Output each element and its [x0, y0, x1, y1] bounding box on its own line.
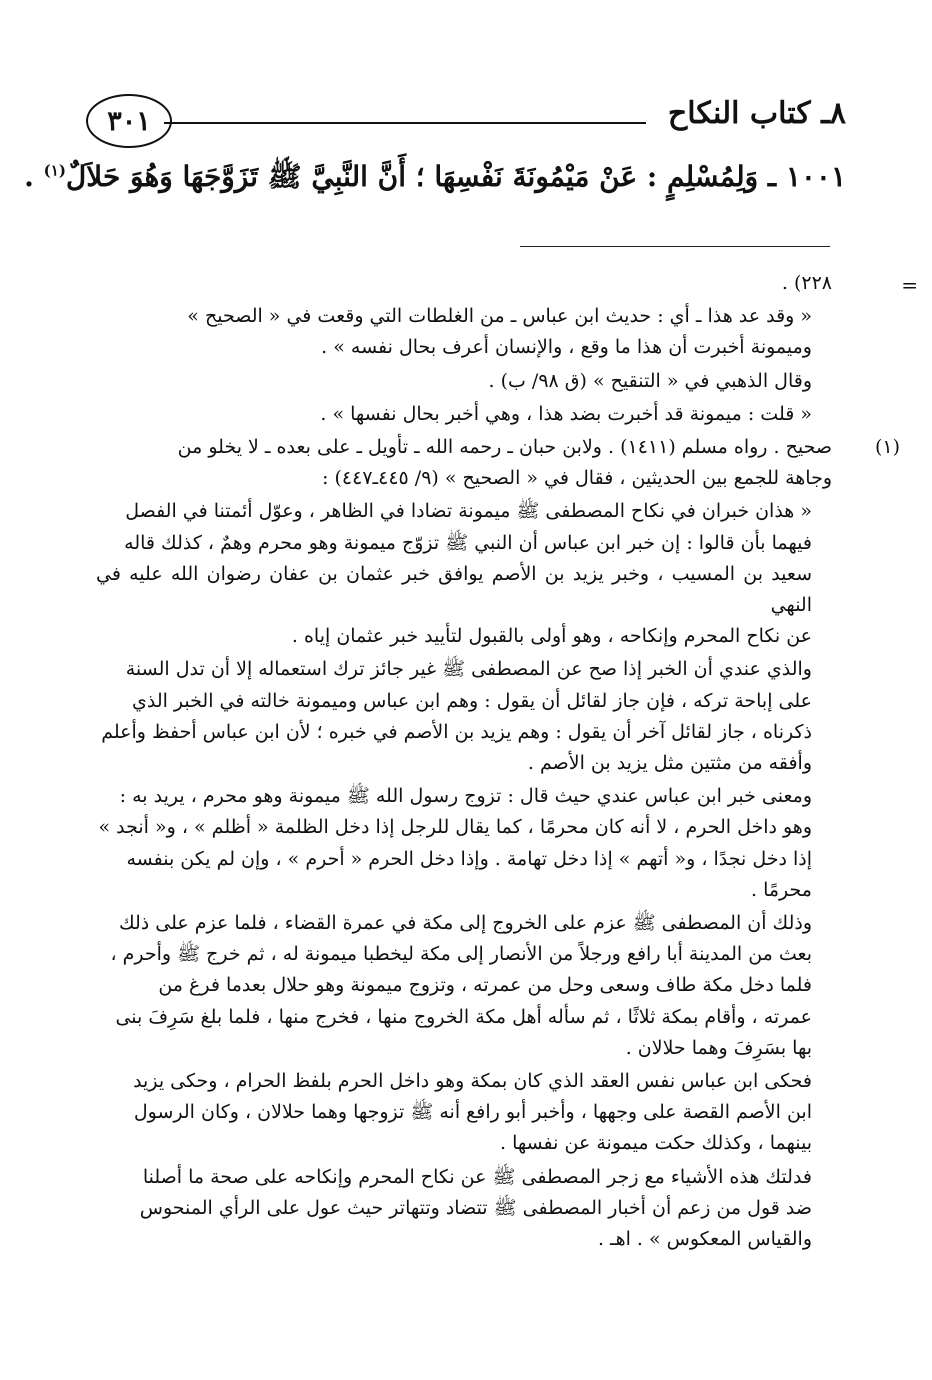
- footnote-line: إذا دخل نجدًا ، و« أتهم » إذا دخل تهامة . وإذا دخل الحرم « أحرم » ، وإن لم يكن بنفسه: [126, 847, 812, 870]
- footnote-line: محرمًا .: [751, 878, 812, 901]
- footnote-paragraph: [96, 366, 832, 397]
- footnote-line: وقال الذهبي في « التنقيح » (ق ٩٨/ ب) .: [488, 369, 812, 392]
- footnote-paragraph: [96, 781, 832, 906]
- footnote-paragraph: [96, 432, 900, 494]
- footnote-line: فيهما بأن قالوا : إن خبر ابن عباس أن النبي ﷺ تزوّج ميمونة وهو محرم وهمٌ ، كذلك قاله: [124, 531, 812, 554]
- footnote-line: بها بسَرِفَ وهما حلالان .: [625, 1036, 812, 1059]
- hadith-body: ١٠٠١ ـ وَلِمُسْلِمٍ : عَنْ مَيْمُونَةَ نَفْسِهَا ؛ أَنَّ النَّبِيَّ ﷺ تَزَوَّجَهَا وَهُوَ حَلاَلٌ: [65, 160, 846, 193]
- footnote-line: وجاهة للجمع بين الحديثين ، فقال في « الصحيح » (٩/ ٤٤٥ـ٤٤٧) :: [322, 467, 832, 490]
- footnote-line: ومعنى خبر ابن عباس عندي حيث قال : تزوج رسول الله ﷺ ميمونة وهو محرم ، يريد به :: [119, 785, 812, 808]
- footnote-line: عن نكاح المحرم وإنكاحه ، وهو أولى بالقبول لتأييد خبر عثمان إياه .: [291, 625, 812, 648]
- footnote-number: (١): [874, 436, 900, 459]
- footnote-line: وأفقه من مثتين مثل يزيد بن الأصم .: [527, 752, 812, 775]
- continuation-marker: =: [901, 273, 918, 297]
- hadith-end: .: [24, 160, 44, 193]
- footnote-line: « هذان خبران في نكاح المصطفى ﷺ ميمونة تضادا في الظاهر ، وعوّل أئمتنا في الفصل: [125, 500, 812, 523]
- footnote-line: سعيد بن المسيب ، وخبر يزيد بن الأصم يوافق خبر عثمان بن عفان رضوان الله عليه في النهي: [96, 562, 812, 617]
- footnote-line: بينهما ، وكذلك حكت ميمونة عن نفسها .: [499, 1132, 812, 1155]
- footnote-separator: [520, 246, 830, 247]
- footnote-paragraph: [96, 496, 832, 652]
- footnote-line: بعث من المدينة أبا رافع ورجلاً من الأنصار إلى مكة ليخطبا ميمونة له ، ثم خرج ﷺ وأحرم ،: [110, 943, 812, 966]
- footnote-paragraph: [96, 1162, 832, 1256]
- footnote-reference: (١): [43, 161, 66, 180]
- footnote-line: ٢٢٨) .: [781, 272, 832, 294]
- footnotes: [96, 268, 918, 1257]
- hadith-text: [24, 160, 846, 200]
- footnote-line: والذي عندي أن الخبر إذا صح عن المصطفى ﷺ غير جائز ترك استعماله إلا أن تدل السنة: [125, 658, 812, 681]
- footnote-paragraph: [96, 1066, 832, 1160]
- header-rule: [164, 122, 646, 124]
- footnote-line: فحكى ابن عباس نفس العقد الذي كان بمكة وهو داخل الحرم بلفظ الحرام ، وحكى يزيد: [133, 1070, 812, 1093]
- footnote-paragraph: [96, 268, 918, 299]
- footnote-line: وميمونة أخبرت أن هذا ما وقع ، والإنسان أعرف بحال نفسه » .: [321, 336, 812, 359]
- footnote-line: وهو داخل الحرم ، لا أنه كان محرمًا ، كما يقال للرجل إذا دخل الظلمة « أظلم » ، و« أنجد »: [98, 816, 812, 839]
- footnote-paragraph: [96, 399, 832, 430]
- footnote-line: ضد قول من زعم أن أخبار المصطفى ﷺ تتضاد وتتهاتر حيث عول على الرأي المنحوس: [139, 1196, 812, 1219]
- footnote-line: صحيح . رواه مسلم (١٤١١) . ولابن حبان ـ رحمه الله ـ تأويل ـ على بعده ـ لا يخلو من: [177, 436, 832, 459]
- footnote-line: على إباحة تركه ، فإن جاز لقائل أن يقول : وهم ابن عباس وميمونة خالته في الخبر الذي: [131, 689, 812, 712]
- footnote-paragraph: [96, 654, 832, 779]
- page-number: ٣٠١: [86, 94, 172, 148]
- footnote-line: « وقد عد هذا ـ أي : حديث ابن عباس ـ من الغلطات التي وقعت في « الصحيح »: [187, 305, 812, 328]
- page-header: [86, 92, 846, 152]
- footnote-paragraph: [96, 908, 832, 1064]
- footnote-line: « قلت : ميمونة قد أخبرت بضد هذا ، وهي أخبر بحال نفسها » .: [320, 402, 812, 425]
- footnote-paragraph: [96, 301, 832, 363]
- chapter-title: ٨ـ كتاب النكاح: [667, 96, 846, 131]
- footnote-line: عمرته ، وأقام بمكة ثلاثًا ، ثم سأله أهل مكة الخروج منها ، فخرج منها ، فلما بلغ سَرِفَ بنى: [115, 1005, 812, 1028]
- footnote-line: فدلتك هذه الأشياء مع زجر المصطفى ﷺ عن نكاح المحرم وإنكاحه على صحة ما أصلنا: [142, 1165, 812, 1188]
- footnote-line: وذلك أن المصطفى ﷺ عزم على الخروج إلى مكة في عمرة القضاء ، فلما عزم على ذلك: [118, 912, 812, 935]
- footnote-line: ذكرناه ، جاز لقائل آخر أن يقول : وهم يزيد بن الأصم في خبره ؛ لأن ابن عباس أحفظ وأعلم: [101, 720, 812, 743]
- footnote-line: والقياس المعكوس » . اهـ .: [597, 1228, 812, 1251]
- footnote-line: ابن الأصم القصة على وجهها ، وأخبر أبو رافع أنه ﷺ تزوجها وهما حلالان ، وكان الرسول: [133, 1101, 812, 1124]
- footnote-line: فلما دخل مكة طاف وسعى وحل من عمرته ، وتزوج ميمونة وهو حلال بعدما فرغ من: [158, 974, 812, 997]
